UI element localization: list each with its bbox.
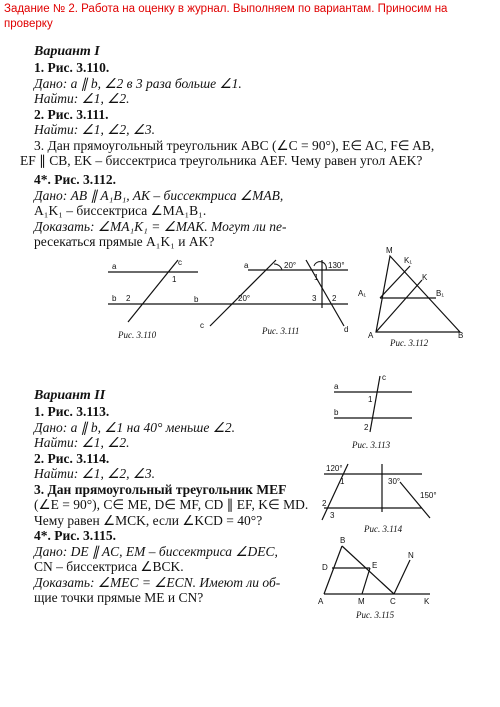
figure-3-115 [318,538,438,608]
f112-label-B1: B₁ [436,289,445,298]
f111-label-20a: 20° [284,261,297,270]
variant1-task4 [34,172,334,250]
f115-label-M: M [358,597,365,606]
v1-line-7: EF ∥ CB, EK – биссектриса треугольника AEF. Чему равен угол AEK? [20,153,423,168]
f113-label-2: 2 [364,423,369,432]
f115-label-K: K [424,597,430,606]
f110-label-c: c [178,258,182,267]
figure-3-110 [108,258,208,328]
f112-label-M: M [386,246,393,255]
f111-label-1: 1 [314,273,319,282]
figure-3-111 [194,258,368,334]
f114-label-1: 1 [340,477,345,486]
figure-3-112 [358,246,476,340]
v1-line-4: 2. Рис. 3.111. [34,106,109,122]
v2-line-8: Чему равен ∠MCK, если ∠KCD = 40°? [34,512,263,528]
v1-line-12: ресекаться прямые A₁K₁ и AK? [34,234,215,249]
v2-line-10: Дано: DE ∥ AC, EM – биссектриса ∠DEC, [34,543,278,559]
f110-label-1: 1 [172,275,177,284]
v1-line-11: Доказать: ∠MA₁K₁ = ∠MAK. Могут ли пе- [34,218,287,234]
f114-label-3: 3 [330,511,335,520]
v2-line-1: 1. Рис. 3.113. [34,404,110,419]
f115-label-E: E [372,561,378,570]
v1-line-6: 3. Дан прямоугольный треугольник ABC (∠C = 90°), E∈ AC, F∈ AB, [34,137,435,153]
variant1-tasks [20,60,474,169]
assignment-header: Задание № 2. Работа на оценку в журнал. Выполняем по вариантам. Приносим на проверку [4,3,448,30]
f112-label-B: B [458,331,464,340]
v1-line-9: Дано: AB ∥ A₁B₁, AK – биссектриса ∠MAB, [34,187,284,203]
f111-label-130: 130° [328,261,345,270]
f112-label-K1: K₁ [404,256,413,265]
f111-label-a: a [244,261,249,270]
v2-line-5: Найти: ∠1, ∠2, ∠3. [34,466,156,481]
f114-label-120: 120° [326,464,343,473]
f111-label-3: 3 [312,294,317,303]
f111-label-d: d [344,325,349,334]
f113-label-a: a [334,382,339,391]
f111-label-2: 2 [332,294,337,303]
f113-label-b: b [334,408,339,417]
v2-line-2: Дано: a ∥ b, ∠1 на 40° меньше ∠2. [34,419,235,435]
v2-line-7: (∠E = 90°), C∈ ME, D∈ MF, CD ∥ EF, K∈ MD. [34,497,309,512]
f115-label-A: A [318,597,324,606]
caption-3-112: Рис. 3.112 [390,338,429,348]
f112-label-A: A [368,331,374,340]
variant2-tasks [34,404,324,606]
f114-label-150: 150° [420,491,437,500]
caption-3-110: Рис. 3.110 [118,330,157,340]
f114-label-2: 2 [322,499,327,508]
v2-line-3: Найти: ∠1, ∠2. [34,435,130,450]
v2-line-9: 4*. Рис. 3.115. [34,528,117,543]
f111-label-c: c [200,321,204,330]
f110-label-b: b [112,294,117,303]
f113-label-1: 1 [368,395,373,404]
f111-label-20b: 20° [238,294,251,303]
f115-label-C: C [390,597,396,606]
f113-label-c: c [382,373,386,382]
f115-label-N: N [408,551,414,560]
f114-label-30: 30° [388,477,401,486]
f110-label-2: 2 [126,294,131,303]
v1-line-5: Найти: ∠1, ∠2, ∠3. [34,122,156,137]
f111-label-b: b [194,295,199,304]
variant1-title: Вариант I [34,44,100,59]
f115-label-D: D [322,563,328,572]
caption-3-111: Рис. 3.111 [262,326,300,336]
v2-line-12: Доказать: ∠MEC = ∠ECN. Имеют ли об- [34,574,281,590]
v1-line-10: A₁K₁ – биссектриса ∠MA₁B₁. [34,203,207,218]
v1-line-3: Найти: ∠1, ∠2. [34,91,130,106]
v1-line-1: 1. Рис. 3.110. [34,60,110,75]
v2-line-11: CN – биссектриса ∠BCK. [34,559,184,574]
v1-line-8: 4*. Рис. 3.112. [34,172,117,187]
v1-line-2: Дано: a ∥ b, ∠2 в 3 раза больше ∠1. [34,75,242,91]
v2-line-6: 3. Дан прямоугольный треугольник MEF [34,481,287,497]
f115-label-B: B [340,536,346,545]
figure-3-113 [334,374,424,434]
f112-label-A1: A₁ [358,289,367,298]
f110-label-a: a [112,262,117,271]
caption-3-113: Рис. 3.113 [352,440,391,450]
caption-3-115: Рис. 3.115 [356,610,395,620]
figure-3-114 [318,462,438,522]
variant2-title: Вариант II [34,388,106,403]
v2-line-13: щие точки прямые ME и CN? [34,590,204,605]
v2-line-4: 2. Рис. 3.114. [34,450,110,466]
caption-3-114: Рис. 3.114 [364,524,403,534]
f112-label-K: K [422,273,428,282]
